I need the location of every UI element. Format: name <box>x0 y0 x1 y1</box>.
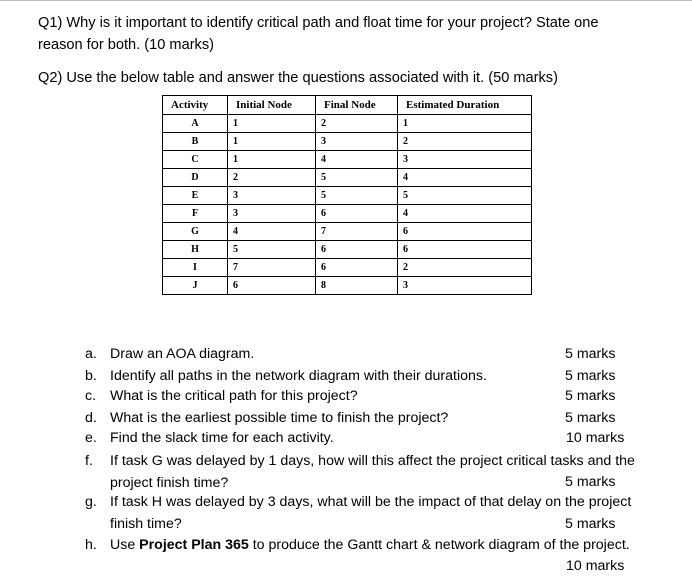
question-c-marks: 5 marks <box>565 388 616 404</box>
activity-table <box>162 95 532 295</box>
cell-initial-node: 1 <box>228 133 316 151</box>
cell-initial-node: 7 <box>228 259 316 277</box>
cell-activity: J <box>163 277 228 295</box>
question-f-label: f. <box>85 453 93 469</box>
cell-final-node: 4 <box>316 151 398 169</box>
cell-initial-node: 3 <box>228 205 316 223</box>
activity-table-body <box>163 115 532 295</box>
question-g-text-line-2: finish time? <box>110 516 182 532</box>
top-border-line <box>0 0 692 1</box>
header-final-node: Final Node <box>316 96 398 115</box>
cell-duration: 2 <box>398 259 532 277</box>
cell-initial-node: 1 <box>228 115 316 133</box>
question-h-marks: 10 marks <box>566 558 625 574</box>
question-b-label: b. <box>85 368 97 384</box>
table-header-row <box>163 96 532 115</box>
table-row <box>163 205 532 223</box>
cell-duration: 4 <box>398 169 532 187</box>
question-d-label: d. <box>85 410 97 426</box>
cell-initial-node: 2 <box>228 169 316 187</box>
cell-final-node: 6 <box>316 259 398 277</box>
question-a-text: Draw an AOA diagram. <box>110 346 255 362</box>
question-h-tool-name: Project Plan 365 <box>139 537 249 553</box>
cell-initial-node: 5 <box>228 241 316 259</box>
question-f-text-line-1: If task G was delayed by 1 days, how will this affect the project critical tasks and the <box>110 453 635 469</box>
question-f-marks: 5 marks <box>565 474 616 490</box>
question-a-marks: 5 marks <box>565 346 616 362</box>
table-row <box>163 223 532 241</box>
cell-activity: H <box>163 241 228 259</box>
header-initial-node: Initial Node <box>228 96 316 115</box>
cell-initial-node: 3 <box>228 187 316 205</box>
cell-duration: 6 <box>398 241 532 259</box>
table-row <box>163 241 532 259</box>
question-e-marks: 10 marks <box>566 430 625 446</box>
cell-activity: F <box>163 205 228 223</box>
header-estimated-duration: Estimated Duration <box>398 96 532 115</box>
question-g-label: g. <box>85 494 97 510</box>
cell-activity: D <box>163 169 228 187</box>
question-a-label: a. <box>85 346 97 362</box>
cell-activity: C <box>163 151 228 169</box>
cell-activity: B <box>163 133 228 151</box>
question-b-marks: 5 marks <box>565 368 616 384</box>
question-h-label: h. <box>85 537 97 553</box>
question-b-text: Identify all paths in the network diagram with their durations. <box>110 368 487 384</box>
cell-initial-node: 1 <box>228 151 316 169</box>
question-c-text: What is the critical path for this project? <box>110 388 358 404</box>
cell-activity: I <box>163 259 228 277</box>
cell-final-node: 3 <box>316 133 398 151</box>
cell-duration: 6 <box>398 223 532 241</box>
table-row <box>163 133 532 151</box>
cell-initial-node: 6 <box>228 277 316 295</box>
cell-duration: 1 <box>398 115 532 133</box>
table-row <box>163 115 532 133</box>
cell-activity: E <box>163 187 228 205</box>
question-d-marks: 5 marks <box>565 410 616 426</box>
cell-duration: 2 <box>398 133 532 151</box>
question-2-heading: Q2) Use the below table and answer the questions associated with it. (50 marks) <box>38 70 558 86</box>
table-row <box>163 151 532 169</box>
table-row <box>163 169 532 187</box>
question-e-text: Find the slack time for each activity. <box>110 430 334 446</box>
question-1-line-1: Q1) Why is it important to identify critical path and float time for your project? State one <box>38 15 599 31</box>
table-row <box>163 187 532 205</box>
cell-final-node: 7 <box>316 223 398 241</box>
table-row <box>163 259 532 277</box>
cell-final-node: 6 <box>316 205 398 223</box>
cell-final-node: 5 <box>316 187 398 205</box>
cell-activity: G <box>163 223 228 241</box>
question-1-line-2: reason for both. (10 marks) <box>38 37 215 53</box>
cell-duration: 3 <box>398 151 532 169</box>
question-h-text <box>110 535 630 556</box>
cell-duration: 4 <box>398 205 532 223</box>
question-f-text-line-2: project finish time? <box>110 475 229 491</box>
question-g-text-line-1: If task H was delayed by 3 days, what will be the impact of that delay on the project <box>110 494 632 510</box>
table-row <box>163 277 532 295</box>
cell-activity: A <box>163 115 228 133</box>
cell-duration: 5 <box>398 187 532 205</box>
cell-duration: 3 <box>398 277 532 295</box>
question-h-text-pre: Use <box>110 537 140 553</box>
question-d-text: What is the earliest possible time to finish the project? <box>110 410 449 426</box>
question-h-text-post: to produce the Gantt chart & network diagram of the project. <box>248 537 630 553</box>
question-g-marks: 5 marks <box>565 516 616 532</box>
cell-final-node: 6 <box>316 241 398 259</box>
cell-final-node: 8 <box>316 277 398 295</box>
cell-final-node: 5 <box>316 169 398 187</box>
header-activity: Activity <box>163 96 228 115</box>
question-c-label: c. <box>85 388 97 404</box>
cell-initial-node: 4 <box>228 223 316 241</box>
question-e-label: e. <box>85 430 97 446</box>
cell-final-node: 2 <box>316 115 398 133</box>
